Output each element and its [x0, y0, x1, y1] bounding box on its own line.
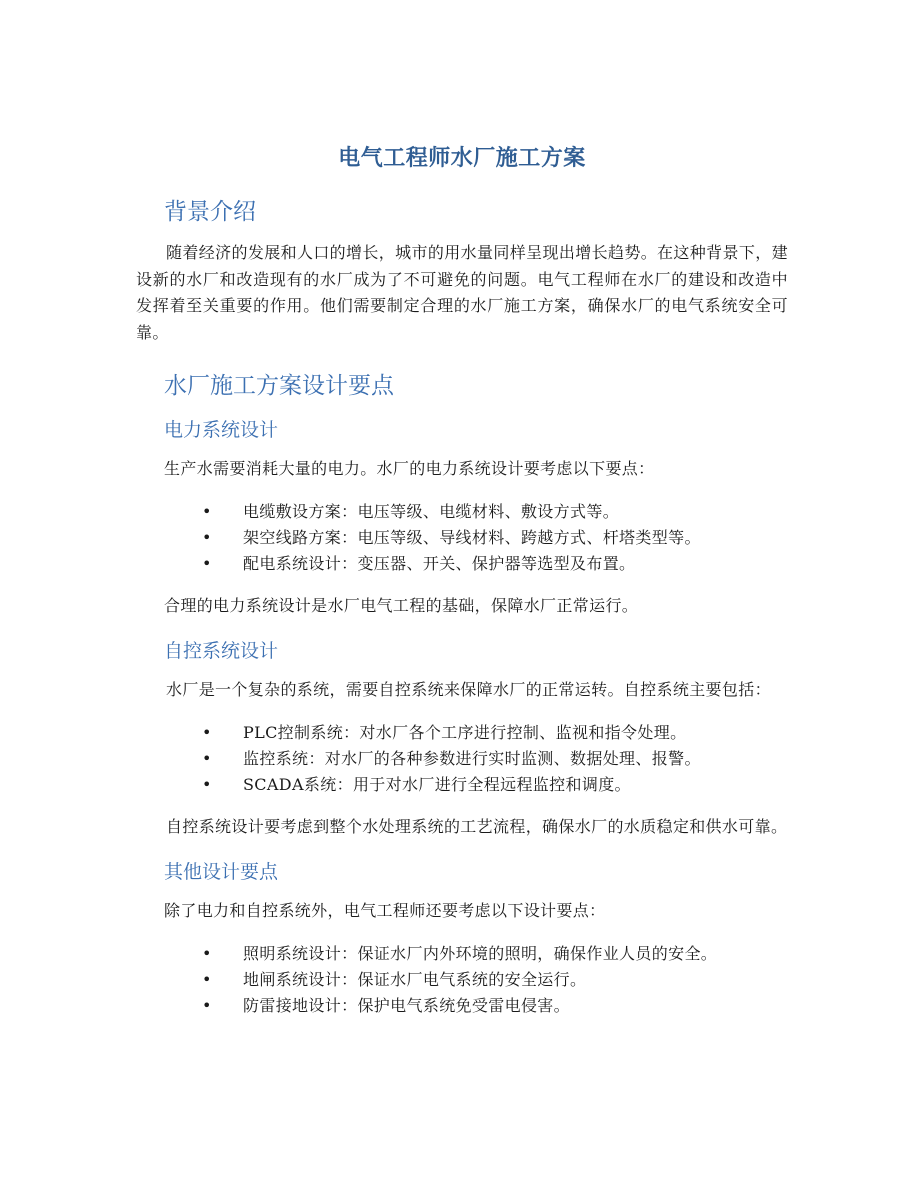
subsection-heading-other-points: 其他设计要点 [164, 861, 279, 883]
subsection-heading-power-system: 电力系统设计 [164, 419, 279, 441]
list-item: • 配电系统设计：变压器、开关、保护器等选型及布置。 [136, 551, 788, 577]
power-system-list [136, 499, 788, 577]
subsection-heading-automation-system: 自控系统设计 [164, 640, 279, 662]
automation-system-list [136, 720, 788, 798]
bullet-icon: • [202, 774, 212, 794]
background-paragraph: 随着经济的发展和人口的增长，城市的用水量同样呈现出增长趋势。在这种背景下，建设新的水厂和改造现有的水厂成为了不可避免的问题。电气工程师在水厂的建设和改造中发挥着至关重要的作用。他们需要制定合理的水厂施工方案，确保水厂的电气系统安全可靠。 [136, 243, 788, 342]
list-item: • SCADA系统：用于对水厂进行全程远程监控和调度。 [136, 772, 788, 798]
list-item: • 监控系统：对水厂的各种参数进行实时监测、数据处理、报警。 [136, 746, 788, 772]
document-title: 电气工程师水厂施工方案 [338, 145, 586, 171]
automation-system-intro: 水厂是一个复杂的系统，需要自控系统来保障水厂的正常运转。自控系统主要包括： [166, 680, 771, 699]
power-system-intro: 生产水需要消耗大量的电力。水厂的电力系统设计要考虑以下要点： [164, 459, 655, 478]
bullet-icon: • [202, 943, 212, 963]
list-item: • PLC控制系统：对水厂各个工序进行控制、监视和指令处理。 [136, 720, 788, 746]
power-system-outro: 合理的电力系统设计是水厂电气工程的基础，保障水厂正常运行。 [164, 595, 639, 615]
list-item: • 防雷接地设计：保护电气系统免受雷电侵害。 [136, 993, 788, 1019]
bullet-icon: • [202, 995, 212, 1015]
list-item: • 架空线路方案：电压等级、导线材料、跨越方式、杆塔类型等。 [136, 525, 788, 551]
section-heading-design-points: 水厂施工方案设计要点 [164, 373, 394, 399]
section-heading-background: 背景介绍 [164, 199, 256, 225]
bullet-icon: • [202, 969, 212, 989]
bullet-icon: • [202, 748, 212, 768]
list-item: • 地闸系统设计：保证水厂电气系统的安全运行。 [136, 967, 788, 993]
bullet-icon: • [202, 501, 212, 521]
automation-system-outro: 自控系统设计要考虑到整个水处理系统的工艺流程，确保水厂的水质稳定和供水可靠。 [166, 816, 788, 836]
document-page [136, 140, 788, 1035]
list-item: • 照明系统设计：保证水厂内外环境的照明，确保作业人员的安全。 [136, 941, 788, 967]
bullet-icon: • [202, 527, 212, 547]
other-points-intro: 除了电力和自控系统外，电气工程师还要考虑以下设计要点： [164, 901, 606, 920]
bullet-icon: • [202, 722, 212, 742]
list-item: • 电缆敷设方案：电压等级、电缆材料、敷设方式等。 [136, 499, 788, 525]
other-points-list [136, 941, 788, 1019]
bullet-icon: • [202, 553, 212, 573]
